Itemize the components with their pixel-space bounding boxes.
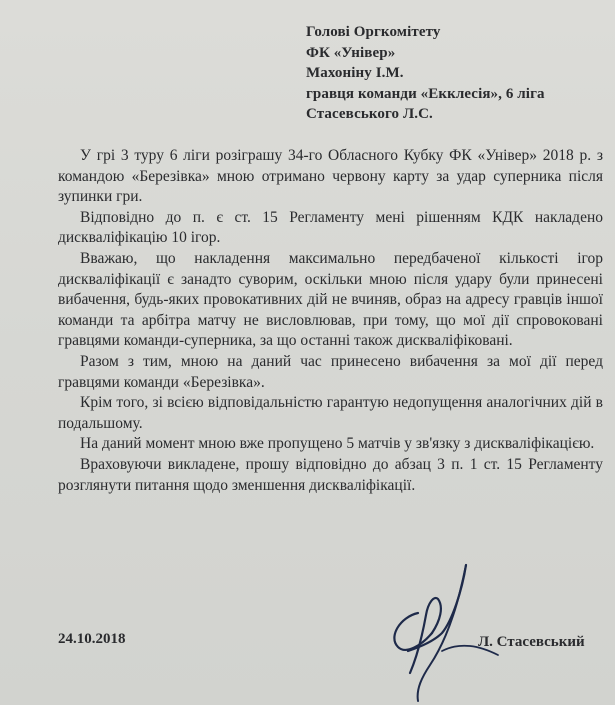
letter-body [58,146,603,496]
handwritten-signature-icon [380,555,500,705]
paragraph-matches-missed: На даний момент мною вже пропущено 5 матчів у зв'язку з дискваліфікацією. [80,435,595,453]
addressee-name: Махоніну І.М. [306,65,404,81]
paragraph-request: Враховуючи викладене, прошу відповідно до абзац 3 п. 1 ст. 15 Регламенту розглянути питання щодо зменшення дискваліфікації. [58,455,603,494]
paragraph-disqualification: Відповідно до п. є ст. 15 Регламенту мені рішенням КДК накладено дискваліфікацію 10 ігор. [58,208,603,247]
paragraph-incident: У грі 3 туру 6 ліги розіграшу 34-го Обласного Кубку ФК «Універ» 2018 р. з командою «Березівка» мною отримано червону карту за удар суперника після зупинки гри. [58,147,603,206]
addressee-block [306,22,606,125]
signatory-name: Л. Стасевський [478,634,585,650]
addressee-title: Голові Оргкомітету [306,24,441,40]
addressee-organization: ФК «Універ» [306,44,396,61]
paragraph-apology: Разом з тим, мною на даний час принесено вибачення за мої дії перед гравцями команди «Березівка». [58,352,603,391]
paragraph-guarantee: Крім того, зі всією відповідальністю гарантую недопущення аналогічних дій в подальшому. [58,394,603,432]
sender-role: гравця команди «Екклесія», 6 ліга [306,85,545,102]
paragraph-argument: Вважаю, що накладення максимально передбаченої кількості ігор дискваліфікації є занадто суворим, оскільки мною після удару були принесені вибачення, будь-яких провокативних дій не вчиняв, образ на адресу гравців іншої команди та арбітра матчу не висловлював, при тому, що мої дії спровоковані гравцями команди-суперника, за що останні також дискваліфіковані. [58,249,603,350]
sender-name: Стасевського Л.С. [306,106,433,122]
letter-date: 24.10.2018 [58,631,126,647]
